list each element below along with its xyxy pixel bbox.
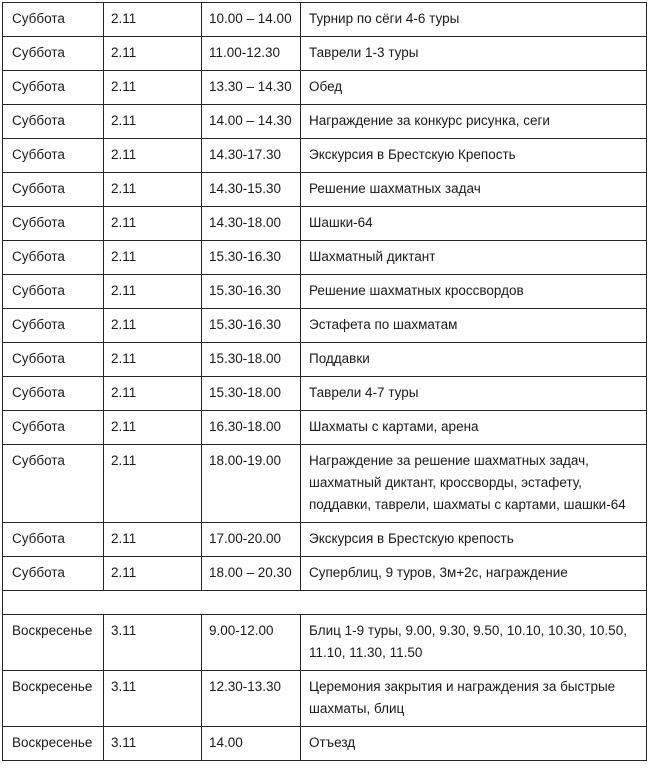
date-cell: 2.11 bbox=[104, 139, 202, 173]
date-cell: 2.11 bbox=[104, 411, 202, 445]
event-cell: Таврели 4-7 туры bbox=[301, 377, 647, 411]
date-cell: 2.11 bbox=[104, 173, 202, 207]
time-cell: 15.30-16.30 bbox=[202, 309, 301, 343]
event-cell: Эстафета по шахматам bbox=[301, 309, 647, 343]
time-cell: 11.00-12.30 bbox=[202, 37, 301, 71]
time-cell: 14.00 – 14.30 bbox=[202, 105, 301, 139]
event-cell: Шашки-64 bbox=[301, 207, 647, 241]
table-spacer-row bbox=[3, 591, 647, 615]
date-cell: 3.11 bbox=[104, 615, 202, 671]
day-cell: Суббота bbox=[3, 377, 104, 411]
date-cell: 2.11 bbox=[104, 309, 202, 343]
time-cell: 18.00-19.00 bbox=[202, 445, 301, 523]
event-cell: Шахматный диктант bbox=[301, 241, 647, 275]
day-cell: Суббота bbox=[3, 343, 104, 377]
day-cell: Воскресенье bbox=[3, 727, 104, 761]
day-cell: Суббота bbox=[3, 139, 104, 173]
date-cell: 2.11 bbox=[104, 557, 202, 591]
day-cell: Суббота bbox=[3, 557, 104, 591]
day-cell: Воскресенье bbox=[3, 671, 104, 727]
event-cell: Церемония закрытия и награждения за быстрые шахматы, блиц bbox=[301, 671, 647, 727]
time-cell: 14.30-15.30 bbox=[202, 173, 301, 207]
date-cell: 2.11 bbox=[104, 3, 202, 37]
table-row bbox=[3, 615, 647, 671]
schedule-table-body bbox=[3, 3, 647, 761]
date-cell: 2.11 bbox=[104, 377, 202, 411]
table-row bbox=[3, 377, 647, 411]
date-cell: 2.11 bbox=[104, 71, 202, 105]
table-row bbox=[3, 173, 647, 207]
date-cell: 2.11 bbox=[104, 275, 202, 309]
time-cell: 18.00 – 20.30 bbox=[202, 557, 301, 591]
day-cell: Суббота bbox=[3, 309, 104, 343]
event-cell: Таврели 1-3 туры bbox=[301, 37, 647, 71]
date-cell: 2.11 bbox=[104, 37, 202, 71]
date-cell: 3.11 bbox=[104, 727, 202, 761]
event-cell: Экскурсия в Брестскую Крепость bbox=[301, 139, 647, 173]
event-cell: Решение шахматных кроссвордов bbox=[301, 275, 647, 309]
date-cell: 2.11 bbox=[104, 207, 202, 241]
time-cell: 14.30-18.00 bbox=[202, 207, 301, 241]
time-cell: 13.30 – 14.30 bbox=[202, 71, 301, 105]
day-cell: Суббота bbox=[3, 275, 104, 309]
date-cell: 2.11 bbox=[104, 105, 202, 139]
time-cell: 14.00 bbox=[202, 727, 301, 761]
time-cell: 9.00-12.00 bbox=[202, 615, 301, 671]
event-cell: Решение шахматных задач bbox=[301, 173, 647, 207]
day-cell: Суббота bbox=[3, 241, 104, 275]
time-cell: 17.00-20.00 bbox=[202, 523, 301, 557]
event-cell: Поддавки bbox=[301, 343, 647, 377]
time-cell: 15.30-18.00 bbox=[202, 377, 301, 411]
table-row bbox=[3, 671, 647, 727]
table-row bbox=[3, 309, 647, 343]
table-row bbox=[3, 445, 647, 523]
event-cell: Турнир по сёги 4-6 туры bbox=[301, 3, 647, 37]
event-cell: Награждение за решение шахматных задач, шахматный диктант, кроссворды, эстафету, поддавки, таврели, шахматы с картами, шашки-64 bbox=[301, 445, 647, 523]
date-cell: 2.11 bbox=[104, 241, 202, 275]
table-row bbox=[3, 523, 647, 557]
event-cell: Награждение за конкурс рисунка, сеги bbox=[301, 105, 647, 139]
table-row bbox=[3, 71, 647, 105]
event-cell: Блиц 1-9 туры, 9.00, 9.30, 9.50, 10.10, 10.30, 10.50, 11.10, 11.30, 11.50 bbox=[301, 615, 647, 671]
time-cell: 12.30-13.30 bbox=[202, 671, 301, 727]
schedule-table bbox=[2, 2, 647, 761]
table-row bbox=[3, 207, 647, 241]
day-cell: Воскресенье bbox=[3, 615, 104, 671]
date-cell: 2.11 bbox=[104, 445, 202, 523]
table-row bbox=[3, 241, 647, 275]
table-row bbox=[3, 343, 647, 377]
table-row bbox=[3, 275, 647, 309]
table-row bbox=[3, 3, 647, 37]
table-row bbox=[3, 105, 647, 139]
day-cell: Суббота bbox=[3, 105, 104, 139]
day-cell: Суббота bbox=[3, 523, 104, 557]
table-row bbox=[3, 727, 647, 761]
spacer-cell bbox=[3, 591, 647, 615]
event-cell: Шахматы с картами, арена bbox=[301, 411, 647, 445]
time-cell: 15.30-16.30 bbox=[202, 275, 301, 309]
time-cell: 10.00 – 14.00 bbox=[202, 3, 301, 37]
event-cell: Экскурсия в Брестскую крепость bbox=[301, 523, 647, 557]
day-cell: Суббота bbox=[3, 411, 104, 445]
time-cell: 16.30-18.00 bbox=[202, 411, 301, 445]
day-cell: Суббота bbox=[3, 207, 104, 241]
day-cell: Суббота bbox=[3, 173, 104, 207]
table-row bbox=[3, 557, 647, 591]
event-cell: Отъезд bbox=[301, 727, 647, 761]
day-cell: Суббота bbox=[3, 445, 104, 523]
day-cell: Суббота bbox=[3, 71, 104, 105]
day-cell: Суббота bbox=[3, 3, 104, 37]
time-cell: 15.30-18.00 bbox=[202, 343, 301, 377]
date-cell: 2.11 bbox=[104, 523, 202, 557]
table-row bbox=[3, 37, 647, 71]
table-row bbox=[3, 411, 647, 445]
date-cell: 3.11 bbox=[104, 671, 202, 727]
event-cell: Суперблиц, 9 туров, 3м+2с, награждение bbox=[301, 557, 647, 591]
time-cell: 15.30-16.30 bbox=[202, 241, 301, 275]
time-cell: 14.30-17.30 bbox=[202, 139, 301, 173]
table-row bbox=[3, 139, 647, 173]
date-cell: 2.11 bbox=[104, 343, 202, 377]
event-cell: Обед bbox=[301, 71, 647, 105]
day-cell: Суббота bbox=[3, 37, 104, 71]
